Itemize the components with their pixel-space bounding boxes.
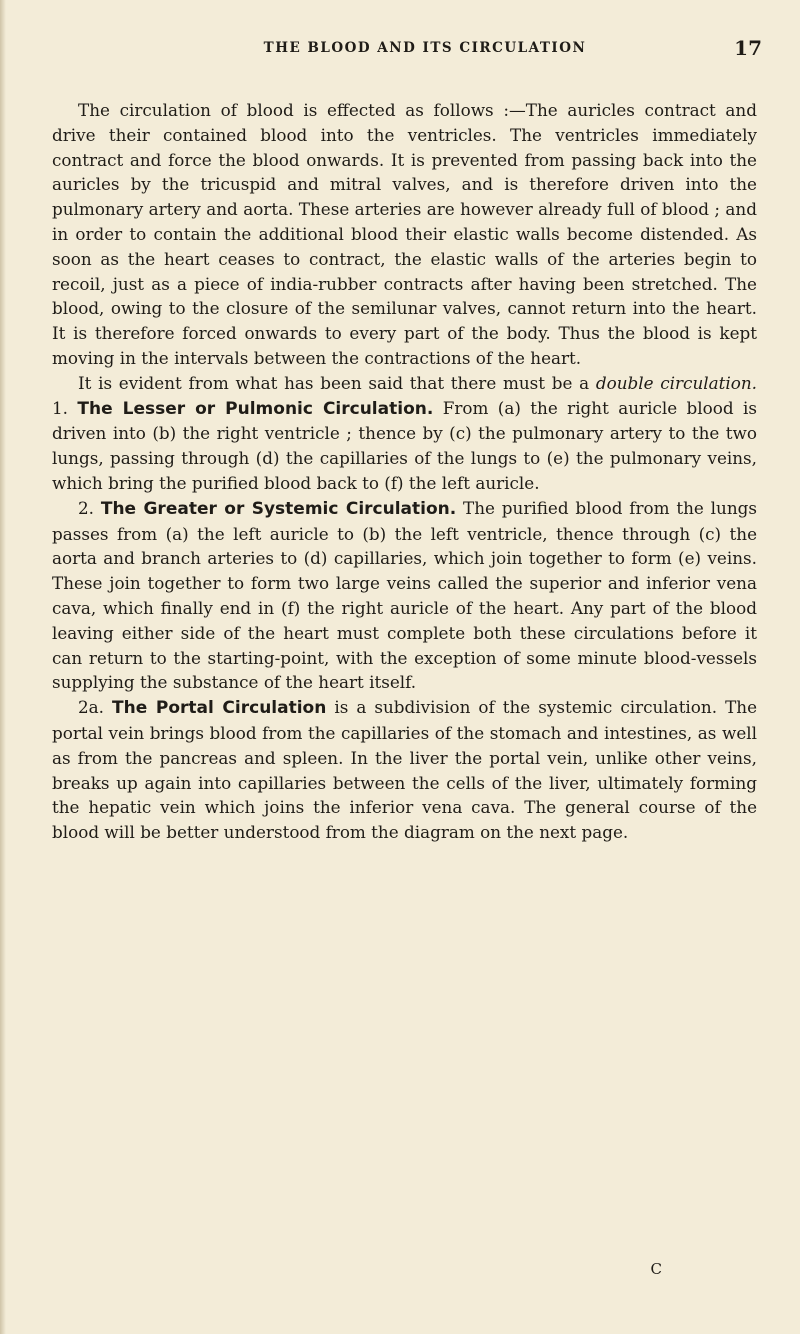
section-heading-portal: The Portal Circulation: [112, 698, 327, 719]
signature-mark: C: [650, 1260, 662, 1278]
italic-term: double circulation.: [595, 372, 757, 393]
paragraph-pulmonic-circulation: [52, 371, 757, 496]
paragraph-text: is a subdivision of the systemic circulation. The portal vein brings blood from the capillaries of the stomach and intestines, as well as from the pancreas and spleen. In the liver the portal vein, unlike other veins, breaks up again into capillaries between the cells of the liver, ultimately forming the hepatic vein which joins the inferior vena cava. The general course of the blood will be better understood from the diagram on the next page.: [52, 697, 757, 843]
section-heading-pulmonic: The Lesser or Pulmonic Circulation.: [77, 398, 434, 419]
paragraph-text: 2.: [78, 497, 101, 518]
paragraph-systemic-circulation: [52, 496, 757, 695]
running-title: THE BLOOD AND ITS CIRCULATION: [263, 40, 587, 56]
paragraph-text: The circulation of blood is effected as follows :—The auricles contract and drive their contained blood into the ventricles. The ventricles immediately contract and force the blood onwards. It is prevented from passing back into the auricles by the tricuspid and mitral valves, and is therefore driven into the pulmonary artery and aorta. These arteries are however already full of blood ; and in order to contain the additional blood their elastic walls become distended. As soon as the heart ceases to contract, the elastic walls of the arteries begin to recoil, just as a piece of india-rubber contracts after having been stretched. The blood, owing to the closure of the semilunar valves, cannot return into the heart. It is therefore forced onwards to every part of the body. Thus the blood is kept moving in the intervals between the contractions of the heart.: [52, 100, 757, 368]
page-edge-shadow: [0, 0, 6, 1334]
paragraph-text: From (a) the right auricle blood is driven into (b) the right ventricle ; thence by (c) the pulmonary artery to the two lungs, passing through (d) the capillaries of the lungs to (e) the pulmonary veins, which bring the purified blood back to (f) the left auricle.: [52, 397, 757, 493]
paragraph-portal-circulation: [52, 695, 757, 845]
book-page: [40, 36, 770, 1310]
section-heading-systemic: The Greater or Systemic Circulation.: [100, 498, 457, 519]
paragraph-text: The purified blood from the lungs passes from (a) the left auricle to (b) the left ventricle, thence through (c) the aorta and branch arteries to (d) capillaries, which join together to form (e) veins. These join together to form two large veins called the superior and inferior vena cava, which finally end in (f) the right auricle of the heart. Any part of the blood leaving either side of the heart must complete both these circulations before it can return to the starting-point, with the exception of some minute blood-vessels supplying the substance of the heart itself.: [52, 497, 758, 693]
running-header: [40, 36, 770, 74]
paragraph-text: 1.: [52, 397, 78, 418]
body-text: [52, 98, 757, 845]
paragraph-circulation-overview: [52, 98, 757, 371]
page-number: 17: [734, 36, 762, 60]
paragraph-text: 2a.: [78, 697, 113, 718]
paragraph-text: It is evident from what has been said that there must be a: [78, 372, 596, 393]
